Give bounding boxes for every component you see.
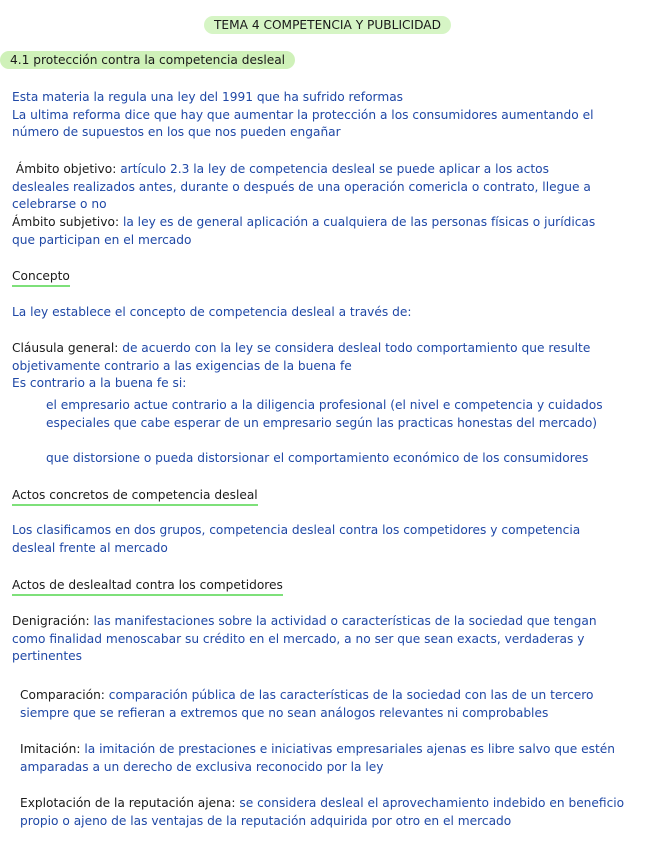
deslealtad-heading: Actos de deslealtad contra los competidores — [12, 577, 283, 596]
clausula-general — [12, 340, 640, 393]
term-text: de acuerdo con la ley se considera desleal todo comportamiento que resulte — [118, 341, 591, 355]
clausula-bullet-1 — [46, 397, 636, 432]
concepto-heading-wrap — [12, 268, 640, 287]
actos-heading: Actos concretos de competencia desleal — [12, 487, 258, 506]
term-text: pertinentes — [12, 649, 82, 663]
term-text: celebrarse o no — [12, 197, 107, 211]
intro-line: La ultima reforma dice que hay que aumentar la protección a los consumidores aumentando el — [12, 107, 594, 122]
intro-paragraph — [12, 89, 640, 142]
actos-line: desleal frente al mercado — [12, 540, 168, 555]
intro-line: Esta materia la regula una ley del 1991 que ha sufrido reformas — [12, 90, 404, 104]
term-text: artículo 2.3 la ley de competencia desleal se puede aplicar a los actos — [116, 162, 549, 176]
term-text: la imitación de prestaciones e iniciativas empresariales ajenas es libre salvo que estén — [80, 742, 615, 756]
actos-heading-wrap — [12, 487, 640, 506]
term-label: Cláusula general: — [12, 341, 119, 355]
ambito-subjetivo — [12, 214, 640, 249]
section-heading: 4.1 protección contra la competencia desleal — [0, 51, 295, 69]
intro-line: número de supuestos en los que nos pueden engañar — [12, 125, 341, 139]
comparacion — [20, 687, 640, 722]
concepto-heading: Concepto — [12, 268, 70, 287]
term-text: como finalidad menoscabar su crédito en el mercado, a no ser que sean exacts, verdaderas y — [12, 631, 585, 646]
term-label: Explotación de la reputación ajena: — [20, 796, 236, 810]
term-text: se considera desleal el aprovechamiento indebido en beneficio — [235, 796, 625, 810]
term-text: Es contrario a la buena fe si: — [12, 376, 187, 390]
term-label: Imitación: — [20, 742, 81, 756]
page-title-wrap — [0, 16, 655, 35]
term-text: que participan en el mercado — [12, 232, 192, 247]
term-text: la ley es de general aplicación a cualquiera de las personas físicas o jurídicas — [119, 215, 596, 229]
term-text: las manifestaciones sobre la actividad o características de la sociedad que tengan — [89, 614, 597, 628]
term-label: Denigración: — [12, 614, 90, 628]
actos-line: Los clasificamos en dos grupos, competencia desleal contra los competidores y competencia — [12, 523, 581, 537]
term-label: Ámbito subjetivo: — [12, 215, 120, 229]
term-text: siempre que se refieran a extremos que no sean análogos relevantes ni comprobables — [20, 705, 549, 720]
ambito-objetivo — [12, 161, 640, 214]
page-title: TEMA 4 COMPETENCIA Y PUBLICIDAD — [204, 16, 451, 34]
term-text: objetivamente contrario a las exigencias de la buena fe — [12, 358, 352, 373]
term-text: comparación pública de las características de la sociedad con las de un tercero — [104, 688, 594, 702]
deslealtad-heading-wrap — [12, 577, 640, 596]
term-text: propio o ajeno de las ventajas de la reputación adquirida por otro en el mercado — [20, 813, 512, 828]
term-text: amparadas a un derecho de exclusiva reconocido por la ley — [20, 759, 384, 774]
section-heading-wrap — [0, 51, 628, 70]
explotacion — [20, 795, 640, 830]
term-label: Comparación: — [20, 688, 105, 702]
bullet-line: el empresario actue contrario a la diligencia profesional (el nivel e competencia y cuidados — [46, 398, 603, 412]
term-label: Ámbito objetivo: — [15, 162, 117, 176]
actos-text — [12, 522, 640, 557]
denigracion — [12, 613, 640, 666]
bullet-line: especiales que cabe esperar de un empresario según las practicas honestas del mercado) — [46, 415, 598, 430]
imitacion — [20, 741, 640, 776]
term-text: desleales realizados antes, durante o después de una operación comericla o contrato, llegue a — [12, 179, 591, 194]
clausula-bullet-2: que distorsione o pueda distorsionar el comportamiento económico de los consumidores — [46, 451, 589, 465]
concepto-text: La ley establece el concepto de competencia desleal a través de: — [12, 305, 412, 319]
